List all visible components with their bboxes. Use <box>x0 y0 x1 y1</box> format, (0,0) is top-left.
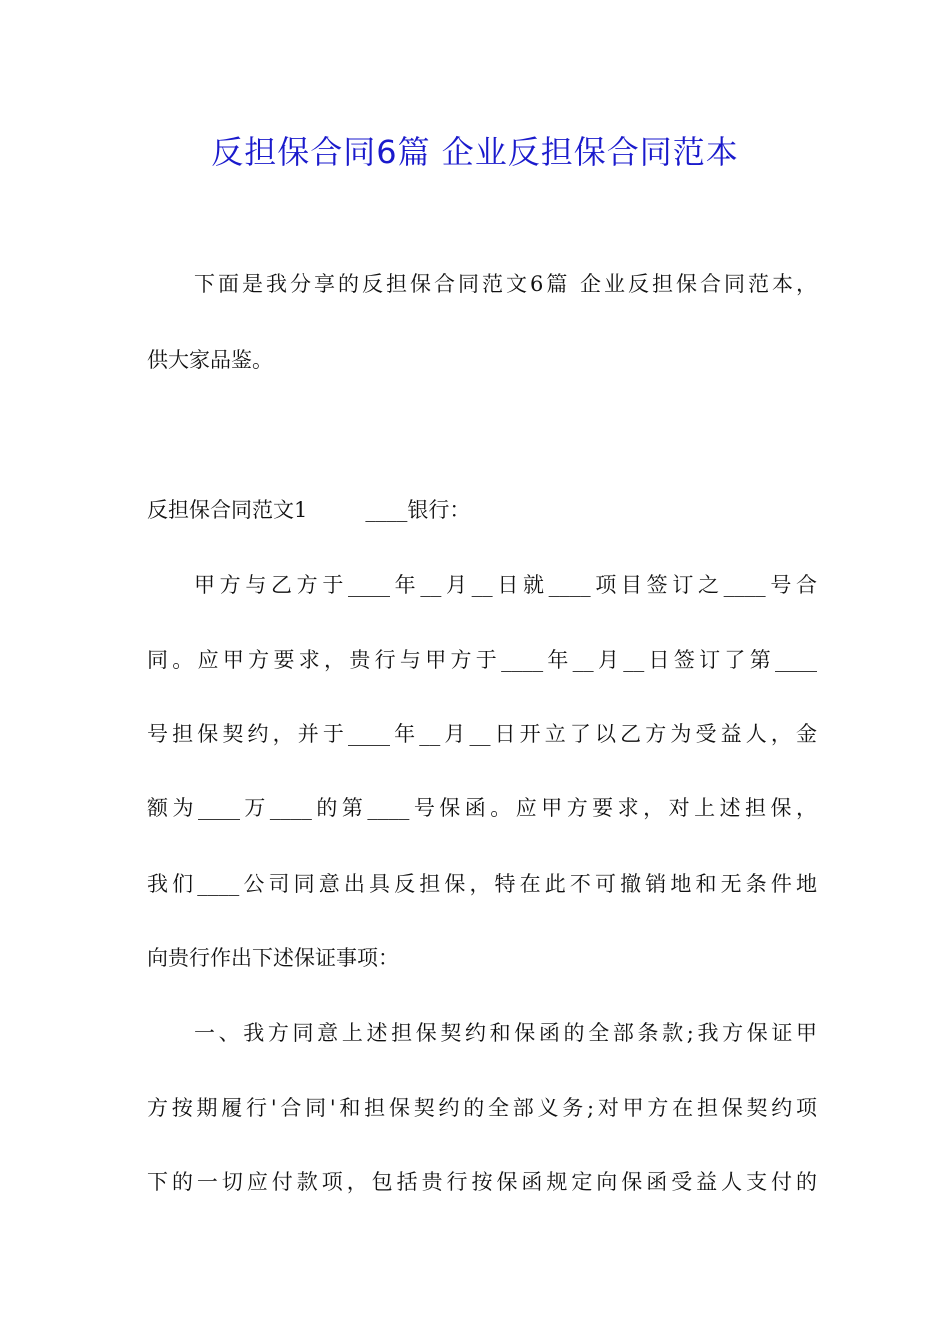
body-line-9: 下的一切应付款项，包括贵行按保函规定向保函受益人支付的 <box>147 1170 817 1194</box>
intro-line-2: 供大家品鉴。 <box>147 348 273 372</box>
body-line-5: 我们____公司同意出具反担保，特在此不可撤销地和无条件地 <box>147 872 817 896</box>
intro-line-1: 下面是我分享的反担保合同范文6篇 企业反担保合同范本， <box>194 272 817 296</box>
section-heading: 反担保合同范文1 <box>147 498 308 522</box>
body-line-2: 同。应甲方要求，贵行与甲方于____年__月__日签订了第____ <box>147 648 817 672</box>
body-line-7: 一、我方同意上述担保契约和保函的全部条款;我方保证甲 <box>194 1021 817 1045</box>
document-title: 反担保合同6篇 企业反担保合同范本 <box>211 133 739 171</box>
body-line-3: 号担保契约，并于____年__月__日开立了以乙方为受益人，金 <box>147 722 817 746</box>
section-heading-line <box>147 494 817 526</box>
body-line-1: 甲方与乙方于____年__月__日就____项目签订之____号合 <box>194 573 817 597</box>
body-line-6: 向贵行作出下述保证事项： <box>147 946 399 970</box>
addressee: ____银行： <box>365 498 471 522</box>
body-line-8: 方按期履行'合同'和担保契约的全部义务;对甲方在担保契约项 <box>147 1096 817 1120</box>
body-line-4: 额为____万____的第____号保函。应甲方要求，对上述担保， <box>147 796 817 820</box>
